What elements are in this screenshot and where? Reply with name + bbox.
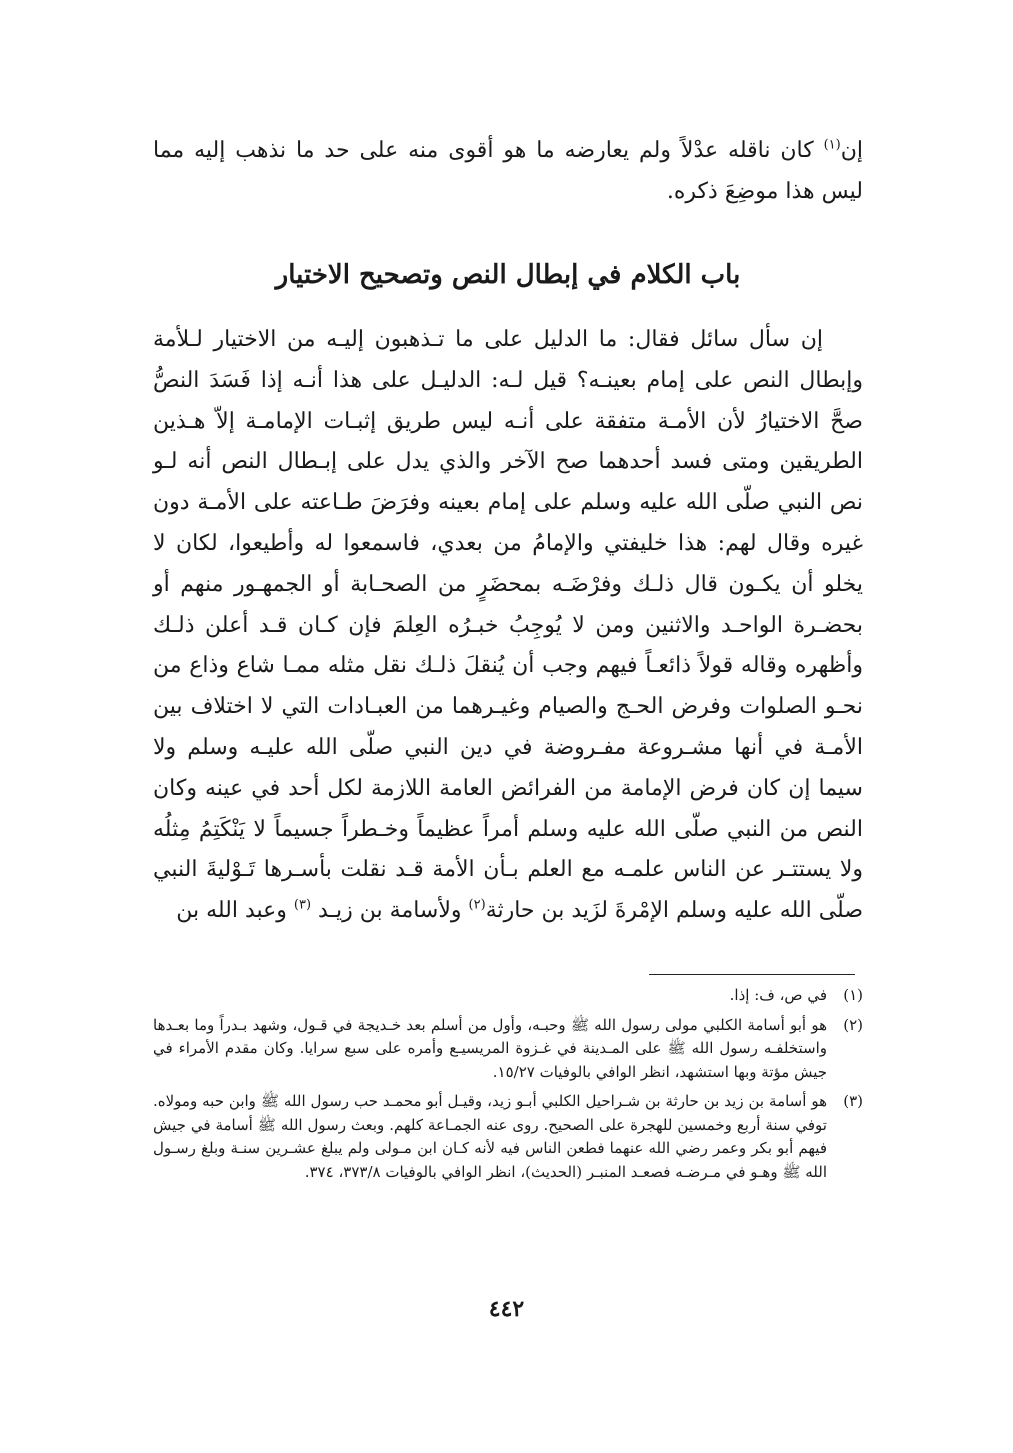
footnote-2: [153, 1014, 863, 1085]
footnote-marker-1: (١): [823, 137, 841, 153]
footnote-text: في ص، ف: إذا.: [729, 986, 827, 1004]
page-number: ٤٤٢: [488, 1296, 525, 1322]
footnote-1: [153, 984, 863, 1008]
footnote-number: (٣): [843, 1092, 863, 1110]
footnote-marker-3: (٣): [293, 897, 312, 913]
intro-paragraph: [153, 130, 863, 212]
footnote-divider: [649, 974, 855, 975]
footnote-text: هو أبو أسامة الكلبي مولى رسول الله ﷺ وحبـه، وأول من أسلم بعد خـديجة في قـول، وشهد بـدراً وما بعـدها واستخلفـه رسول الله ﷺ على المـدينة في غـزوة المريسيـع وأمره على سبع سرايا. وكان مقدم الأمراء في جيش مؤتة وبها استشهد، انظر الوافي بالوفيات ١٥/٢٧.: [153, 1015, 827, 1081]
footnote-3: [153, 1090, 863, 1184]
footnote-marker-2: (٢): [468, 897, 486, 913]
footnote-text: هو أسامة بن زيد بن حارثة بن شـراحيل الكلبي أبـو زيد، وقيـل أبو محمـد حب رسول الله ﷺ وابن حبه ومولاه. توفي سنة أربع وخمسين للهجرة على الصحيح. روى عنه الجمـاعة كلهم. وبعث رسول الله ﷺ أسامة في جيش فيهم أبو بكر وعمر رضي الله عنهما فطعن الناس فيه لأنه كـان ابن مـولى ولم يبلغ عشـرين سنـة وبلغ رسـول الله ﷺ وهـو في مـرضـه فصعـد المنبـر (الحديث)، انظر الوافي بالوفيات ٣٧٣/٨، ٣٧٤.: [153, 1092, 827, 1181]
main-text-part1: إن سأل سائل فقال: ما الدليل على ما تـذهبون إليـه من الاختيار لـلأمة وإبطال النص على إمام بعينـه؟ قيل لـه: الدليـل على هذا أنـه إذا فَسَدَ النصُّ صحَّ الاختيارُ لأن الأمـة متفقة على أنـه ليس طريق إثبـات الإمامـة إلاّ هـذين الطريقين ومتى فسد أحدهما صح الآخر والذي يدل على إبـطال النص أنه لـو نص النبي صلّى الله عليه وسلم على إمام بعينه وفرَضَ طـاعته على الأمـة دون غيره وقال لهم: هذا خليفتي والإمامُ من بعدي، فاسمعوا له وأطيعوا، لكان لا يخلو أن يكـون قال ذلـك وفرْضَـه بمحضَرٍ من الصحـابة أو الجمهـور منهم أو بحضـرة الواحـد والاثنين ومن لا يُوجِبُ خبـرُه العِلمَ فإن كـان قـد أعلن ذلـك وأظهره وقاله قولاً ذائعـاً فيهم وجب أن يُنقلَ ذلـك نقل مثله ممـا شاع وذاع من نحـو الصلوات وفرض الحـج والصيام وغيـرهما من العبـادات التي لا اختلاف بين الأمـة في أنها مشـروعة مفـروضة في دين النبي صلّى الله عليـه وسلم ولا سيما إن كان فرض الإمامة من الفرائض العامة اللازمة لكل أحد في عينه وكان النص من النبي صلّى الله عليه وسلم أمراً عظيماً وخـطراً جسيماً لا يَنْكَتِمُ مِثلُه ولا يستتـر عن الناس علمـه مع العلم بـأن الأمة قـد نقلت بأسـرها تَـوْليةَ النبي صلّى الله عليه وسلم الإمْرةَ لزَيد بن حارثة: [153, 327, 863, 924]
footnotes: [153, 984, 863, 1190]
footnote-number: (١): [843, 986, 863, 1004]
footnote-number: (٢): [843, 1015, 863, 1034]
main-text-part3: وعبد الله بن: [176, 898, 294, 924]
main-text-part2: ولأسامة بن زيـد: [311, 898, 469, 924]
intro-text-before: إن: [840, 138, 863, 163]
main-paragraph: [153, 320, 863, 932]
intro-text-after: كان ناقله عدْلاً ولم يعارضه ما هو أقوى منه على حد ما نذهب إليه مما ليس هذا موضِعَ ذكره.: [153, 138, 863, 204]
section-heading: باب الكلام في إبطال النص وتصحيح الاختيار: [275, 260, 741, 290]
